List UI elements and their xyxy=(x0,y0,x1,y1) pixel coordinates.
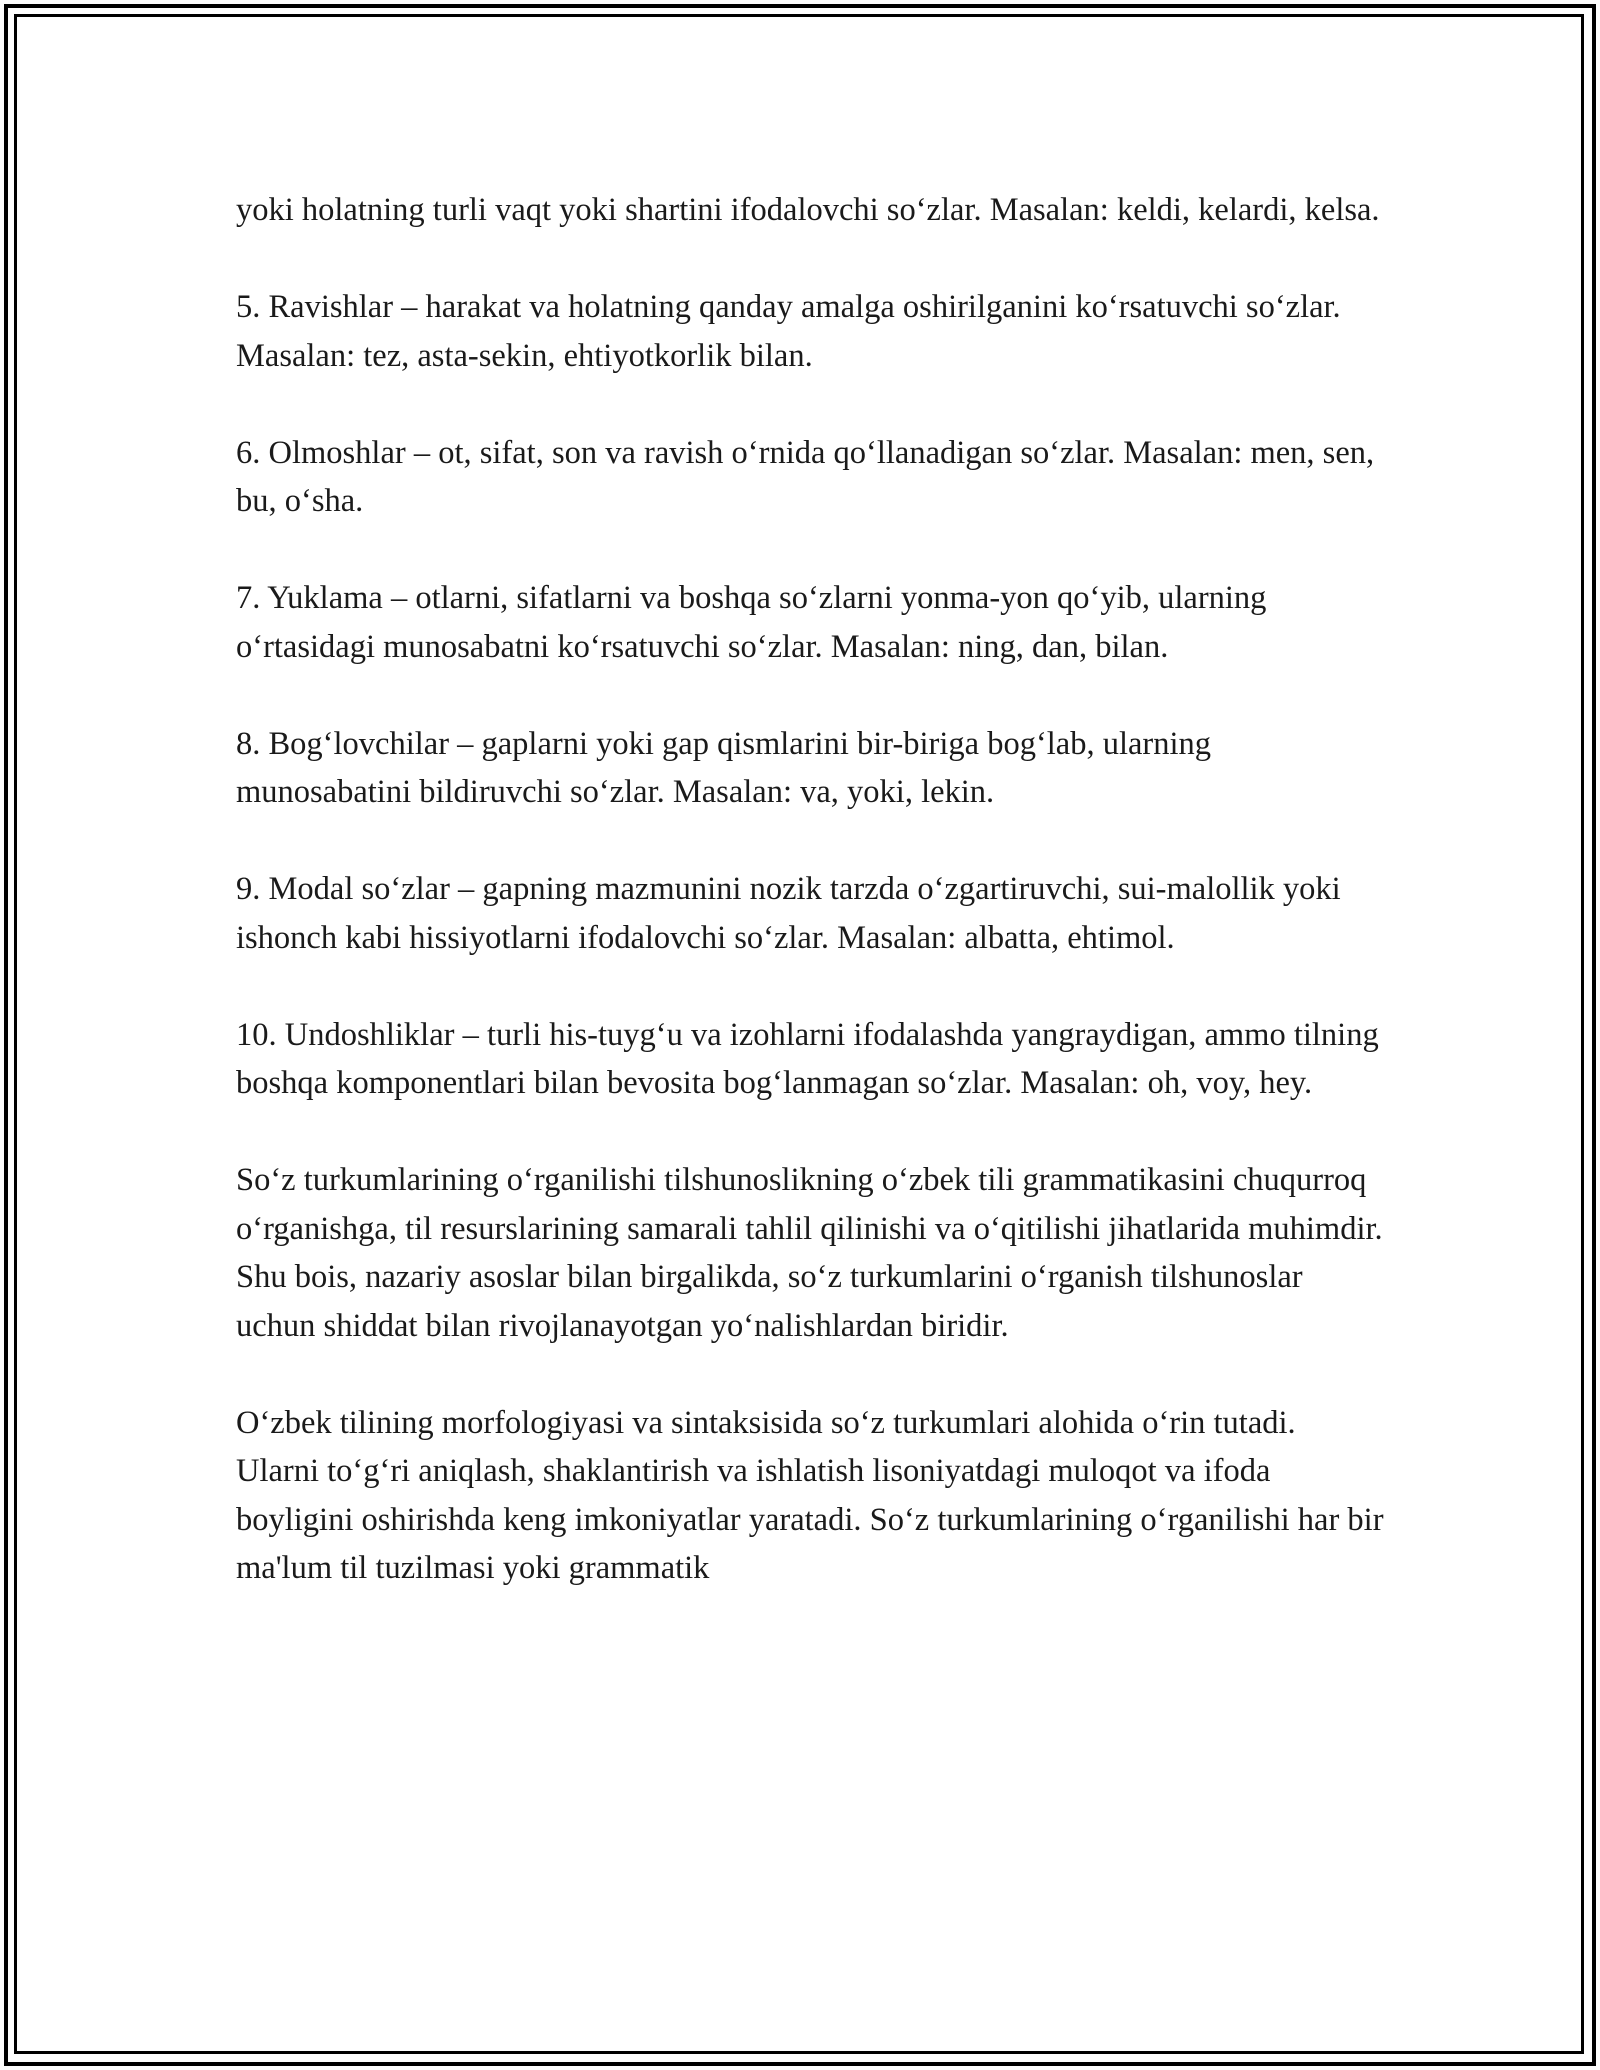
paragraph-ozbek-tili-morfologiyasi: O‘zbek tilining morfologiyasi va sintaksisida so‘z turkumlari alohida o‘rin tutadi. Ularni to‘g‘ri aniqlash, shaklantirish va ishlatish lisoniyatdagi muloqot va ifoda boyligini oshirishda keng imkoniyatlar yaratadi. So‘z turkumlarining o‘rganilishi har bir ma'lum til tuzilmasi yoki grammatik xyxy=(236,1404,1384,1586)
paragraph-undoshliklar: 10. Undoshliklar – turli his-tuyg‘u va izohlarni ifodalashda yangraydigan, ammo tilning boshqa komponentlari bilan bevosita bog‘lanmagan so‘zlar. Masalan: oh, voy, hey. xyxy=(236,1016,1379,1101)
paragraph-continuation: yoki holatning turli vaqt yoki shartini ifodalovchi so‘zlar. Masalan: keldi, kelardi, kelsa. xyxy=(236,192,1380,228)
paragraph-olmoshlar: 6. Olmoshlar – ot, sifat, son va ravish o‘rnida qo‘llanadigan so‘zlar. Masalan: men, sen, bu, o‘sha. xyxy=(236,434,1375,519)
paragraph-modal-sozlar: 9. Modal so‘zlar – gapning mazmunini nozik tarzda o‘zgartiruvchi, sui-malollik yoki ishonch kabi hissiyotlarni ifodalovchi so‘zlar. Masalan: albatta, ehtimol. xyxy=(236,871,1341,956)
paragraph-boglovchilar: 8. Bog‘lovchilar – gaplarni yoki gap qismlarini bir-biriga bog‘lab, ularning munosabatini bildiruvchi so‘zlar. Masalan: va, yoki, lekin. xyxy=(236,725,1212,810)
paragraph-soz-turkumlari-organilishi: So‘z turkumlarining o‘rganilishi tilshunoslikning o‘zbek tili grammatikasini chuqurroq o‘rganishga, til resurslarining samarali tahlil qilinishi va o‘qitilishi jihatlarida muhimdir. Shu bois, nazariy asoslar bilan birgalikda, so‘z turkumlarini o‘rganish tilshunoslar uchun shiddat bilan rivojlanayotgan yo‘nalishlardan biridir. xyxy=(236,1162,1383,1344)
paragraph-ravishlar: 5. Ravishlar – harakat va holatning qanday amalga oshirilganini ko‘rsatuvchi so‘zlar. Masalan: tez, asta-sekin, ehtiyotkorlik bilan. xyxy=(236,289,1341,374)
paragraph-yuklama: 7. Yuklama – otlarni, sifatlarni va boshqa so‘zlarni yonma-yon qo‘yib, ularning o‘rtasidagi munosabatni ko‘rsatuvchi so‘zlar. Masalan: ning, dan, bilan. xyxy=(236,580,1267,665)
document-body xyxy=(236,186,1386,1641)
